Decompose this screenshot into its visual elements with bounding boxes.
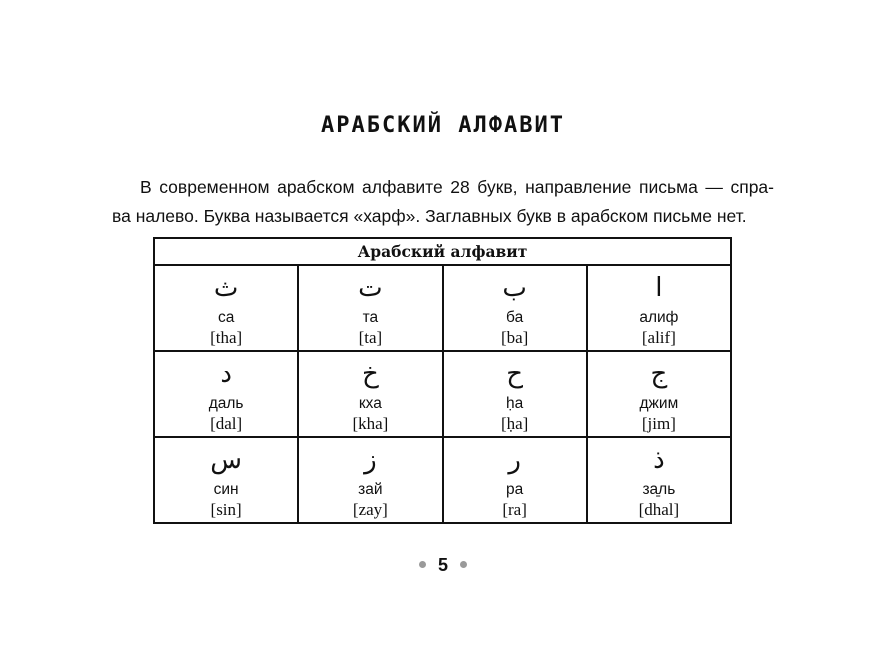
letter-transliteration: [jim]	[641, 414, 676, 433]
letter-name: ра	[506, 481, 524, 498]
letter-name: даль	[208, 395, 244, 412]
arabic-letter: ث	[213, 273, 239, 303]
letter-transliteration: [ba]	[500, 328, 529, 347]
letter-transliteration: [dhal]	[638, 500, 680, 519]
arabic-letter: خ	[361, 359, 379, 389]
dot-icon	[419, 561, 426, 568]
letter-transliteration: [dal]	[210, 414, 243, 433]
letter-cell	[154, 437, 298, 523]
arabic-letter: ج	[650, 359, 668, 389]
letter-name: алиф	[639, 309, 679, 326]
arabic-letter: س	[210, 445, 242, 475]
letter-cell	[154, 351, 298, 437]
arabic-letter: د	[220, 359, 232, 389]
arabic-letter: ر	[508, 445, 521, 475]
intro-paragraph	[112, 173, 774, 231]
letter-cell	[154, 265, 298, 351]
letter-transliteration: [kha]	[352, 414, 389, 433]
letter-cell	[298, 265, 442, 351]
letter-cell	[443, 265, 587, 351]
letter-name: ба	[506, 309, 524, 326]
table-header: Арабский алфавит	[154, 238, 731, 265]
letter-name: за̱ль	[642, 481, 676, 498]
arabic-letter: ز	[364, 445, 377, 475]
letter-transliteration: [ḥa]	[500, 414, 529, 433]
table-row	[154, 351, 731, 437]
letter-cell	[587, 265, 731, 351]
letter-cell	[587, 437, 731, 523]
letter-cell	[587, 351, 731, 437]
arabic-letter: ا	[655, 273, 663, 303]
letter-name: син	[213, 481, 239, 498]
letter-transliteration: [zay]	[352, 500, 388, 519]
letter-name: зай	[358, 481, 383, 498]
dot-icon	[460, 561, 467, 568]
letter-cell	[298, 351, 442, 437]
page-title: АРАБСКИЙ АЛФАВИТ	[321, 113, 565, 138]
arabic-letter: ت	[358, 273, 383, 303]
page-number-footer	[0, 555, 886, 576]
letter-name: кха	[358, 395, 382, 412]
intro-line-2: ва налево. Буква называется «харф». Заглавных букв в арабском письме нет.	[112, 206, 747, 226]
page-number: 5	[437, 555, 448, 575]
arabic-letter: ذ	[653, 445, 665, 475]
letter-transliteration: [alif]	[641, 328, 676, 347]
letter-name: та	[362, 309, 379, 326]
intro-line-1: В современном арабском алфавите 28 букв, направление письма — спра-	[140, 177, 774, 197]
arabic-letter: ب	[502, 273, 527, 303]
letter-transliteration: [sin]	[210, 500, 242, 519]
table-row	[154, 437, 731, 523]
letter-transliteration: [ra]	[502, 500, 527, 519]
letter-cell	[443, 351, 587, 437]
letter-cell	[443, 437, 587, 523]
alphabet-table	[153, 237, 732, 524]
letter-transliteration: [tha]	[210, 328, 243, 347]
letter-transliteration: [ta]	[358, 328, 383, 347]
arabic-letter: ح	[506, 359, 524, 389]
letter-name: ḥа	[506, 395, 524, 412]
letter-cell	[298, 437, 442, 523]
table-row	[154, 265, 731, 351]
letter-name: са	[217, 309, 235, 326]
letter-name: джим	[639, 395, 679, 412]
